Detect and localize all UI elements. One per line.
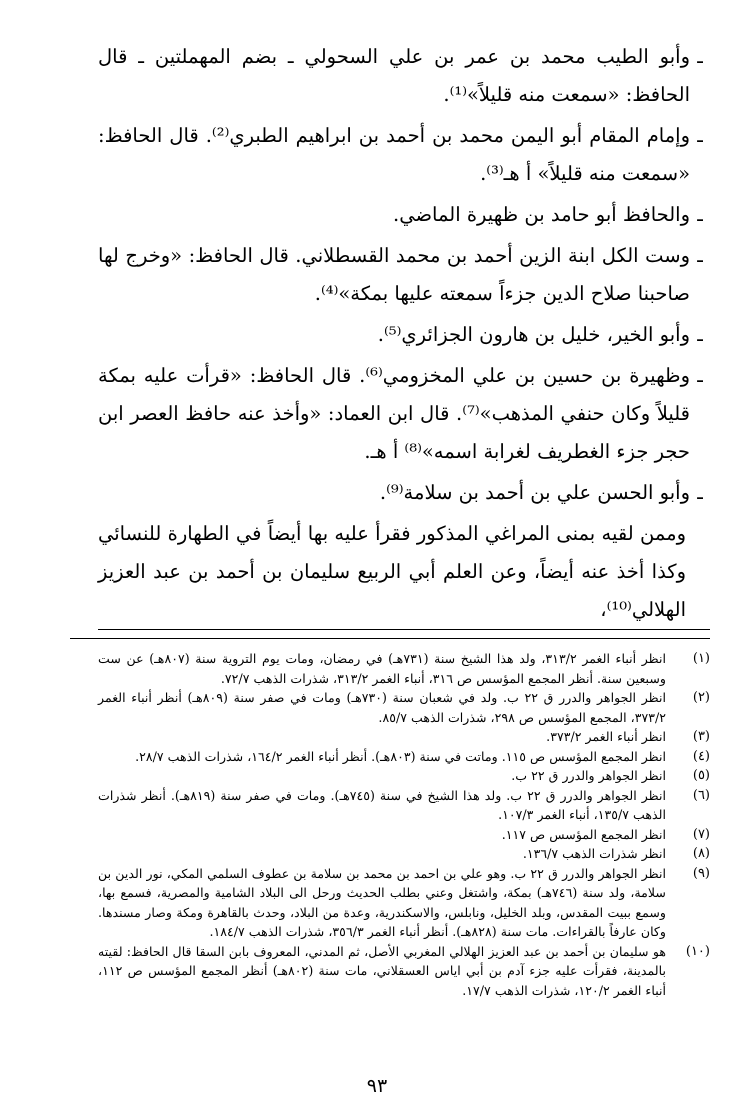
footnote-text: انظر الجواهر والدرر ق ٢٢ ب. ولد في شعبان سنة (٧٣٠هـ) ومات في صفر سنة (٨٠٩هـ) أنظر أنباء الغمر ٣٧٣/٢، المجمع المؤسس ص ٢٩٨، شذرات الذهب ٨٥/٧.: [98, 690, 667, 725]
entry: [98, 237, 710, 313]
footnote-number: (٨): [692, 846, 710, 861]
entry-text: وأبو الحسن علي بن أحمد بن سلامة⁽⁹⁾.: [379, 481, 690, 504]
entry: [98, 117, 710, 193]
footnote-number: (١): [692, 651, 710, 666]
entry-dash: ـ: [697, 125, 703, 147]
entry-text: وست الكل ابنة الزين أحمد بن محمد القسطلاني. قال الحافظ: «وخرج لها صاحبنا صلاح الدين جزءاً سمعته عليها بمكة»⁽⁴⁾.: [98, 244, 690, 305]
entry-dash: ـ: [697, 245, 703, 267]
entry: [98, 196, 710, 234]
footnote-text: انظر الجواهر والدرر ق ٢٢ ب. ولد هذا الشيخ في سنة (٧٤٥هـ). ومات في صفر سنة (٨١٩هـ). أنظر شذرات الذهب ١٣٥/٧، أنباء الغمر ١٠٧/٣.: [98, 787, 666, 822]
entry-text: والحافظ أبو حامد بن ظهيرة الماضي.: [393, 203, 690, 226]
footnote-number: (٥): [692, 768, 710, 783]
entry-text: وإمام المقام أبو اليمن محمد بن أحمد بن ابراهيم الطبري⁽²⁾. قال الحافظ: «سمعت منه قليلاً» أ هـ⁽³⁾.: [98, 124, 691, 185]
entry: [98, 38, 710, 114]
footnote-text: انظر الجواهر والدرر ق ٢٢ ب. وهو علي بن احمد بن محمد بن سلامة بن عطوف السلمي المكي، نور الدين بن سلامة، ولد سنة (٧٤٦هـ) بمكة، واشتغل وعني بطلب الحديث ورحل الى البلاد الشامية والمصرية، فسمع بها، وسمع ببيت المقدس، وبلد الخليل، ونابلس، والاسكندرية، وعدة من البلاد، وحدث بالقاهرة ومكة وصار مسندها. وكان عارفاً بالقراءات. مات سنة (٨٢٨هـ). أنظر أنباء الغمر ٣٥٦/٣، شذرات الذهب ١٨٤/٧.: [98, 865, 666, 939]
footnote-number: (٤): [692, 748, 710, 764]
footnote: [98, 727, 710, 747]
footnote-text: انظر شذرات الذهب ١٣٦/٧.: [522, 846, 666, 861]
entry-dash: ـ: [697, 324, 703, 346]
footnote-text: انظر الجواهر والدرر ق ٢٢ ب.: [511, 768, 666, 783]
footnote-number: (٦): [692, 787, 710, 803]
footnote: [98, 649, 710, 688]
footnote-number: (١٠): [685, 943, 710, 959]
entry-dash: ـ: [697, 204, 703, 226]
footnote: [98, 864, 710, 942]
footnote-text: هو سليمان بن أحمد بن عبد العزيز الهلالي المغربي الأصل، ثم المدني، المعروف بابن السقا قال الحافظ: لقيته بالمدينة، فقرأت عليه جزء آدم بن أبي اياس العسقلاني، مات سنة (٨٠٢هـ) أنظر المجمع المؤسس ص ١١٢، أنباء الغمر ١٢٠/٢، شذرات الذهب ١٧/٧.: [98, 943, 666, 998]
footnote-text: انظر المجمع المؤسس ص ١١٥. وماتت في سنة (٨٠٣هـ). أنظر أنباء الغمر ١٦٤/٢، شذرات الذهب ٢٨/٧.: [135, 748, 666, 764]
body-paragraph: وممن لقيه بمنى المراغي المذكور فقرأ عليه بها أيضاً في الطهارة للنسائي وكذا أخذ عنه أيضاً، وعن العلم أبي الربيع سليمان بن أحمد بن عبد العزيز الهلالي⁽¹⁰⁾،: [98, 515, 710, 630]
footnote: [98, 786, 710, 825]
footnotes: [98, 649, 710, 1000]
entry-dash: ـ: [697, 482, 703, 504]
entry-dash: ـ: [697, 46, 703, 68]
entry-dash: ـ: [697, 365, 703, 387]
main-text: [98, 38, 710, 630]
footnote-text: انظر أنباء الغمر ٣١٣/٢، ولد هذا الشيخ سنة (٧٣١هـ) في رمضان، ومات يوم التروية سنة (٨٠٧هـ) عن ست وسبعين سنة. أنظر المجمع المؤسس ص ٣١٦، أنباء الغمر ٣١٣/٢، شذرات الذهب ٧٢/٧.: [98, 651, 666, 686]
page-number: ٩٣: [366, 1075, 388, 1097]
footnote-separator: [70, 638, 710, 639]
entry-text: وأبو الطيب محمد بن عمر بن علي السحولي ـ بضم المهملتين ـ قال الحافظ: «سمعت منه قليلاً»⁽¹⁾.: [98, 45, 690, 106]
entry: [98, 474, 710, 512]
footnote-number: (٣): [692, 729, 710, 744]
footnote: [98, 766, 710, 786]
footnote: [98, 942, 710, 1001]
entry-text: وظهيرة بن حسين بن علي المخزومي⁽⁶⁾. قال الحافظ: «قرأت عليه بمكة قليلاً وكان حنفي المذهب»⁽⁷⁾. قال ابن العماد: «وأخذ عنه حافظ العصر ابن حجر جزء الغطريف لغرابة اسمه»⁽⁸⁾ أ هـ.: [98, 364, 690, 463]
page: [98, 38, 710, 1000]
footnote: [98, 688, 710, 727]
entry: [98, 316, 710, 354]
footnote: [98, 747, 710, 767]
footnote-text: انظر المجمع المؤسس ص ١١٧.: [501, 826, 666, 842]
footnote-number: (٧): [692, 826, 710, 842]
entry: [98, 357, 710, 471]
footnote: [98, 844, 710, 864]
footnote: [98, 825, 710, 845]
footnote-number: (٢): [692, 690, 710, 705]
footnote-number: (٩): [692, 865, 710, 881]
entry-text: وأبو الخير، خليل بن هارون الجزائري⁽⁵⁾.: [377, 323, 690, 346]
footnote-text: انظر أنباء الغمر ٣٧٣/٢.: [546, 729, 666, 744]
